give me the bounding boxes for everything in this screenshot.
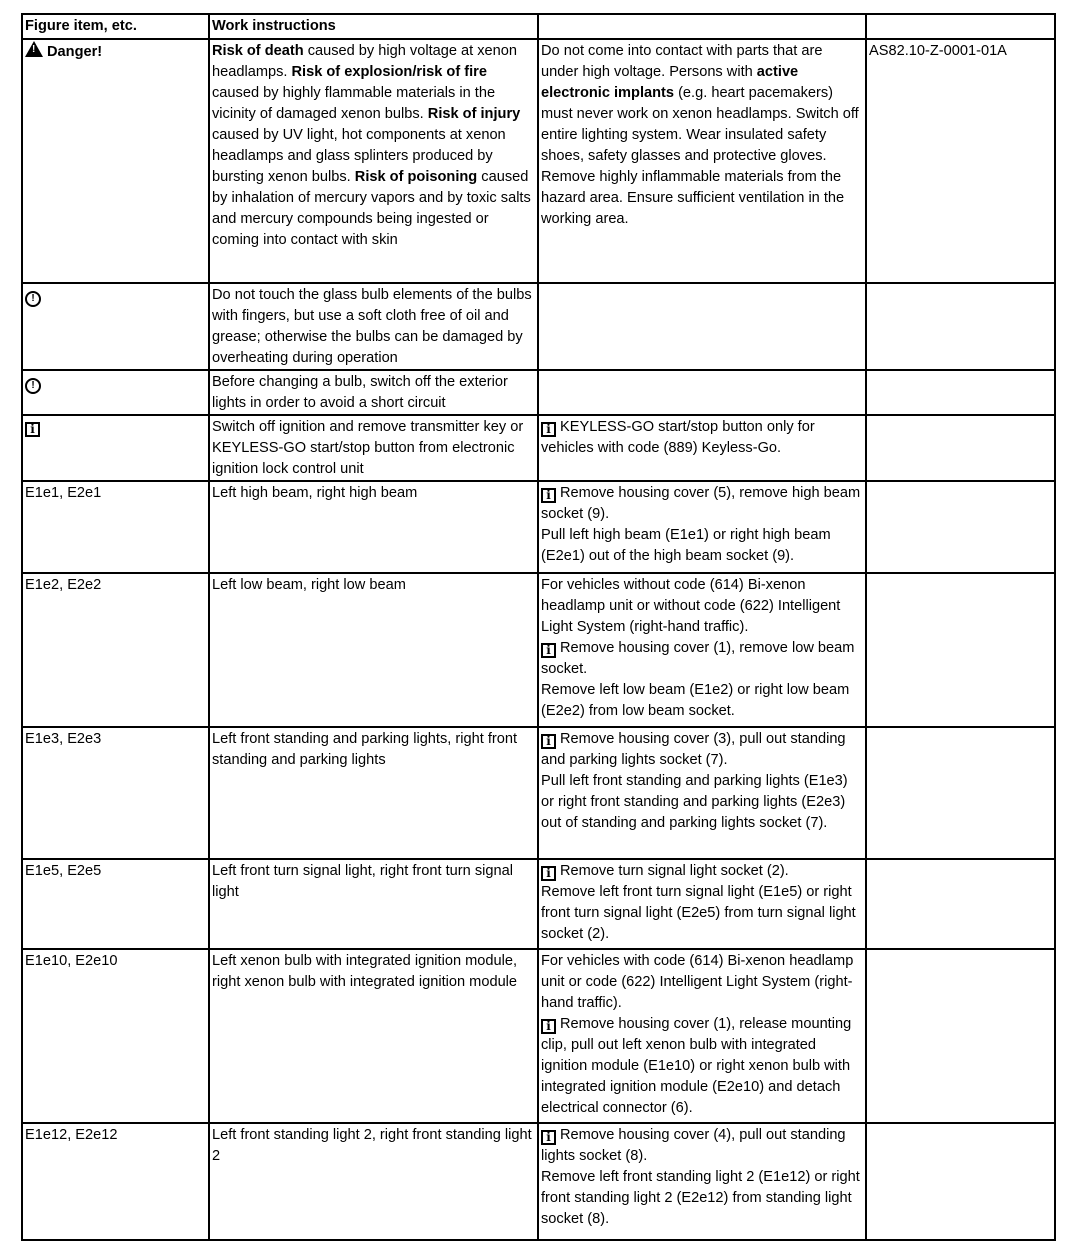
work-instruction-cell xyxy=(209,949,538,1123)
figure-item-label: E1e12, E2e12 xyxy=(25,1127,118,1143)
work-instruction-cell xyxy=(209,283,538,370)
text: caused by UV light, hot components at xenon headlamps and glass splinters produced by bursting xenon bulbs. xyxy=(212,127,506,185)
header-work-instructions: Work instructions xyxy=(209,14,538,39)
paragraph xyxy=(541,680,863,722)
text: Remove housing cover (4), pull out standing lights socket (8). xyxy=(541,1127,846,1164)
table-row xyxy=(22,39,1055,283)
paragraph xyxy=(541,525,863,567)
bold-text: Risk of death xyxy=(212,43,304,59)
paragraph xyxy=(541,483,863,525)
figure-item-cell xyxy=(22,1123,209,1240)
paragraph xyxy=(212,417,535,480)
paragraph xyxy=(212,861,535,903)
figure-item-label: E1e1, E2e1 xyxy=(25,485,102,501)
paragraph xyxy=(541,41,863,230)
paragraph xyxy=(541,882,863,945)
paragraph xyxy=(212,951,535,993)
paragraph xyxy=(212,729,535,771)
text: For vehicles without code (614) Bi-xenon headlamp unit or without code (622) Intelligent Light System (right-hand traffic). xyxy=(541,577,841,635)
paragraph xyxy=(212,1125,535,1167)
table-row xyxy=(22,283,1055,370)
text: Left xenon bulb with integrated ignition module, right xenon bulb with integrated ignition module xyxy=(212,953,518,990)
paragraph xyxy=(212,575,535,596)
bold-text: Risk of poisoning xyxy=(354,169,478,185)
text: Remove turn signal light socket (2). xyxy=(560,863,789,879)
text: Before changing a bulb, switch off the exterior lights in order to avoid a short circuit xyxy=(212,374,508,411)
reference-cell xyxy=(866,481,1055,573)
figure-item-label: E1e3, E2e3 xyxy=(25,731,102,747)
notes-cell xyxy=(538,481,866,573)
info-icon: i xyxy=(541,488,556,503)
header-figure-item: Figure item, etc. xyxy=(22,14,209,39)
paragraph xyxy=(541,771,863,834)
figure-item-cell xyxy=(22,481,209,573)
reference-cell xyxy=(866,573,1055,727)
paragraph xyxy=(212,285,535,369)
work-instruction-cell xyxy=(209,1123,538,1240)
table-row xyxy=(22,415,1055,481)
note-icon: ! xyxy=(25,291,41,307)
info-icon: i xyxy=(541,643,556,658)
text: Remove left low beam (E1e2) or right low beam (E2e2) from low beam socket. xyxy=(541,682,850,719)
paragraph xyxy=(212,372,535,414)
figure-item-label: E1e5, E2e5 xyxy=(25,863,102,879)
figure-item-cell xyxy=(22,39,209,283)
text: KEYLESS-GO start/stop button only for vehicles with code (889) Keyless-Go. xyxy=(541,419,815,456)
text: Switch off ignition and remove transmitter key or KEYLESS-GO start/stop button from electronic ignition lock control unit xyxy=(212,419,524,477)
bold-text: Risk of explosion/risk of fire xyxy=(291,64,487,80)
reference-cell: AS82.10-Z-0001-01A xyxy=(866,39,1055,283)
reference-cell xyxy=(866,415,1055,481)
text: Pull left front standing and parking lights (E1e3) or right front standing and parking lights (E2e3) out of standing and parking lights socket (7). xyxy=(541,773,848,831)
paragraph xyxy=(212,41,535,251)
text: For vehicles with code (614) Bi-xenon headlamp unit or code (622) Intelligent Light System (right-hand traffic). xyxy=(541,953,854,1011)
bold-text: Risk of injury xyxy=(427,106,521,122)
header-col-3 xyxy=(538,14,866,39)
figure-item-label: E1e10, E2e10 xyxy=(25,953,118,969)
text: Remove housing cover (5), remove high beam socket (9). xyxy=(541,485,861,522)
table-row xyxy=(22,1123,1055,1240)
work-instruction-cell xyxy=(209,573,538,727)
paragraph xyxy=(541,951,863,1014)
paragraph xyxy=(541,1014,863,1119)
work-instructions-table xyxy=(21,13,1056,1241)
info-icon: i xyxy=(541,866,556,881)
paragraph xyxy=(212,483,535,504)
text: Left low beam, right low beam xyxy=(212,577,406,593)
paragraph xyxy=(541,861,863,882)
table-header-row xyxy=(22,14,1055,39)
text: Remove left front turn signal light (E1e5) or right front turn signal light (E2e5) from turn signal light socket (2). xyxy=(541,884,856,942)
reference-cell xyxy=(866,859,1055,949)
figure-item-cell xyxy=(22,727,209,859)
work-instruction-cell xyxy=(209,859,538,949)
text: Left front turn signal light, right front turn signal light xyxy=(212,863,513,900)
notes-cell xyxy=(538,39,866,283)
reference-cell xyxy=(866,1123,1055,1240)
text: Remove housing cover (1), release mounting clip, pull out left xenon bulb with integrated ignition module (E1e10) or right xenon bulb with integrated ignition module (E2e10) and detach electrical connector (6). xyxy=(541,1016,852,1116)
paragraph xyxy=(541,729,863,771)
text: caused by high voltage at xenon headlamps. xyxy=(212,43,518,80)
figure-item-label: E1e2, E2e2 xyxy=(25,577,102,593)
header-col-4 xyxy=(866,14,1055,39)
bold-text: active electronic implants xyxy=(541,64,799,101)
paragraph xyxy=(541,417,863,459)
info-icon: i xyxy=(541,1019,556,1034)
notes-cell xyxy=(538,949,866,1123)
table-row xyxy=(22,949,1055,1123)
table-row xyxy=(22,573,1055,727)
text: Remove housing cover (1), remove low beam socket. xyxy=(541,640,855,677)
notes-cell xyxy=(538,573,866,727)
warning-icon xyxy=(25,41,43,57)
notes-cell xyxy=(538,727,866,859)
info-icon: i xyxy=(541,1130,556,1145)
reference-cell xyxy=(866,949,1055,1123)
info-icon: i xyxy=(25,422,40,437)
figure-item-cell xyxy=(22,415,209,481)
work-instruction-cell xyxy=(209,370,538,415)
table-row xyxy=(22,481,1055,573)
figure-item-cell xyxy=(22,573,209,727)
figure-item-cell xyxy=(22,370,209,415)
note-icon: ! xyxy=(25,378,41,394)
notes-cell xyxy=(538,283,866,370)
paragraph xyxy=(541,638,863,680)
text: Left high beam, right high beam xyxy=(212,485,418,501)
text: Do not touch the glass bulb elements of the bulbs with fingers, but use a soft cloth free of oil and grease; otherwise the bulbs can be damaged by overheating during operation xyxy=(212,287,532,366)
info-icon: i xyxy=(541,422,556,437)
text: Left front standing and parking lights, right front standing and parking lights xyxy=(212,731,518,768)
info-icon: i xyxy=(541,734,556,749)
paragraph xyxy=(541,575,863,638)
figure-item-cell xyxy=(22,859,209,949)
work-instruction-cell xyxy=(209,727,538,859)
figure-item-label: Danger! xyxy=(47,44,103,60)
reference-cell xyxy=(866,283,1055,370)
notes-cell xyxy=(538,1123,866,1240)
work-instruction-cell xyxy=(209,415,538,481)
reference-cell xyxy=(866,370,1055,415)
reference-cell xyxy=(866,727,1055,859)
table-row xyxy=(22,859,1055,949)
table-row xyxy=(22,370,1055,415)
figure-item-cell xyxy=(22,949,209,1123)
text: Pull left high beam (E1e1) or right high beam (E2e1) out of the high beam socket (9). xyxy=(541,527,831,564)
text: (e.g. heart pacemakers) must never work on xenon headlamps. Switch off entire lighting system. Wear insulated safety shoes, safety glasses and protective gloves. Remove highly inflammable materials from the hazard area. Ensure sufficient ventilation in the working area. xyxy=(541,85,859,227)
work-instruction-cell xyxy=(209,481,538,573)
text: caused by inhalation of mercury vapors and by toxic salts and mercury compounds being ingested or coming into contact with skin xyxy=(212,169,531,248)
text: Remove housing cover (3), pull out standing and parking lights socket (7). xyxy=(541,731,846,768)
notes-cell xyxy=(538,415,866,481)
notes-cell xyxy=(538,859,866,949)
paragraph xyxy=(541,1125,863,1167)
figure-item-cell xyxy=(22,283,209,370)
text: Remove left front standing light 2 (E1e12) or right front standing light 2 (E2e12) from standing light socket (8). xyxy=(541,1169,860,1227)
paragraph xyxy=(541,1167,863,1230)
notes-cell xyxy=(538,370,866,415)
text: Left front standing light 2, right front standing light 2 xyxy=(212,1127,532,1164)
text: caused by highly flammable materials in the vicinity of damaged xenon bulbs. xyxy=(212,85,496,122)
work-instruction-cell xyxy=(209,39,538,283)
table-row xyxy=(22,727,1055,859)
text: Do not come into contact with parts that are under high voltage. Persons with xyxy=(541,43,823,80)
